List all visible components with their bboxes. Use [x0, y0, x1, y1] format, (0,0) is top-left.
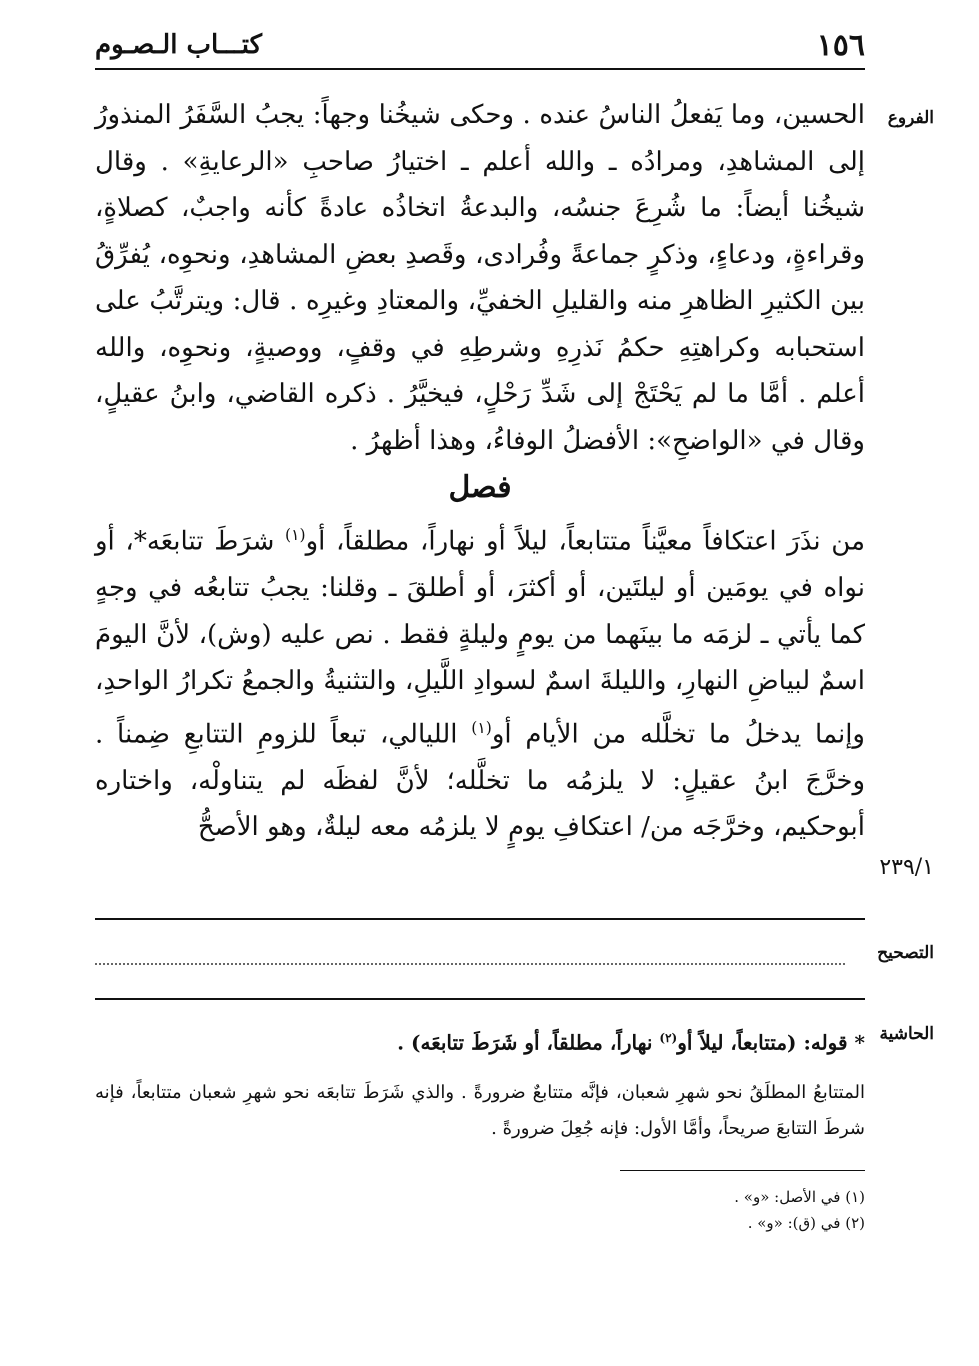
folio-mark: ٢٣٩/١	[879, 855, 934, 880]
section-heading: فصل	[448, 470, 512, 505]
tashih-row	[95, 943, 865, 973]
text-run: الليالي، تبعاً للزومِ التتابعِ ضِمناً . وخرَّجَ ابنُ عقيلٍ: لا يلزمُه ما تخلَّله؛ لأنَّ لفظَه لم يتناولْه، واختاره أبوحكيم، وخرَّجَه من/ اعتكافِ يومٍ لا يلزمُه معه ليلةٌ، وهو الأصحُّ	[95, 719, 865, 843]
text-run: شرَطَ تتابعَه*، أو نواه في يومَين أو ليلتَين، أو أكثرَ، أو أطلقَ ـ وقلنا: يجبُ تتابعُه في وجهٍ كما يأتي ـ لزمَه ما بينَهما من يومٍ وليلةٍ فقط . نص عليه (وش)، لأنَّ اليومَ اسمٌ لبياضِ النهارِ، والليلةَ اسمٌ لسوادِ اللَّيلِ، والتثنيةُ والجمعُ تكرارُ الواحدِ، وإنما يدخلُ ما تخلَّله من الأيام أو	[95, 526, 865, 750]
divider-rule	[95, 918, 865, 920]
main-text	[95, 92, 865, 851]
text-run: * قوله: (متتابعاً، ليلاً أو	[677, 1030, 865, 1055]
page-header	[95, 28, 865, 68]
side-label-furu: الفروع	[887, 108, 934, 128]
footnote-ref-1b: (١)	[471, 718, 492, 737]
dotted-line	[95, 963, 845, 965]
hashiya-section	[95, 1020, 865, 1147]
running-title: كتـــاب الـصـوم	[95, 30, 262, 60]
footnote-ref-2: (٢)	[659, 1031, 678, 1045]
footnote-rule	[620, 1170, 865, 1171]
paragraph-fasl	[95, 512, 865, 851]
text-run: نهاراً، مطلقاً، أو شَرَطَ تتابعَه) .	[397, 1030, 660, 1055]
divider-rule	[95, 998, 865, 1000]
header-rule	[95, 68, 865, 70]
hashiya-heading	[95, 1020, 865, 1061]
footnotes	[95, 1184, 865, 1236]
footnote-2: (٢) في (ق): «و» .	[747, 1214, 865, 1232]
text-run: من نذَرَ اعتكافاً معيَّناً متتابعاً، ليلاً أو نهاراً، مطلقاً، أو	[305, 526, 865, 557]
page-number: ١٥٦	[816, 28, 865, 63]
side-label-tashih: التصحيح	[877, 943, 934, 963]
side-label-hashiya: الحاشية	[879, 1024, 934, 1044]
footnote-ref-1: (١)	[285, 526, 306, 544]
footnote-1: (١) في الأصل: «و» .	[734, 1188, 865, 1206]
paragraph-furu: الحسين، وما يَفعلُ الناسُ عنده . وحكى شيخُنا وجهاً: يجبُ السَّفَرُ المنذورُ إلى المشاهدِ، ومرادُه ـ والله أعلم ـ اختيارُ صاحبِ «الرعايةِ» . وقال شيخُنا أيضاً: ما شُرِعَ جنسُه، والبدعةُ اتخاذُه عادةً كأنه واجبٌ، كصلاةٍ، وقراءةٍ، ودعاءٍ، وذكرٍ جماعةً وفُرادى، وقَصدِ بعضِ المشاهدِ، ونحوِه، يُفرِّقُ بين الكثيرِ الظاهرِ منه والقليلِ الخفيِّ، والمعتادِ وغيرِه . قال: ويترتَّبُ على استحبابه وكراهتِهِ حكمُ نَذرِهِ وشرطِهِ في وقفٍ، ووصيةٍ، ونحوِه، والله أعلم . أمَّا ما لم يَحْتَجْ إلى شَدِّ رَحْلٍ، فيخيَّرُ . ذكره القاضي، وابنُ عقيلٍ، وقال في «الواضحِ»: الأفضلُ الوفاءُ، وهذا أظهرُ .	[95, 100, 865, 456]
hashiya-body: المتتابعُ المطلَقُ نحو شهرِ شعبان، فإنَّه متتابعٌ ضرورةً . والذي شَرَطَ تتابعَه نحو شهرِ شعبان متتابعاً، فإنه شرطَ التتابعَ صريحاً، وأمَّا الأول: فإنه جُعِلَ ضرورةً .	[95, 1081, 865, 1139]
